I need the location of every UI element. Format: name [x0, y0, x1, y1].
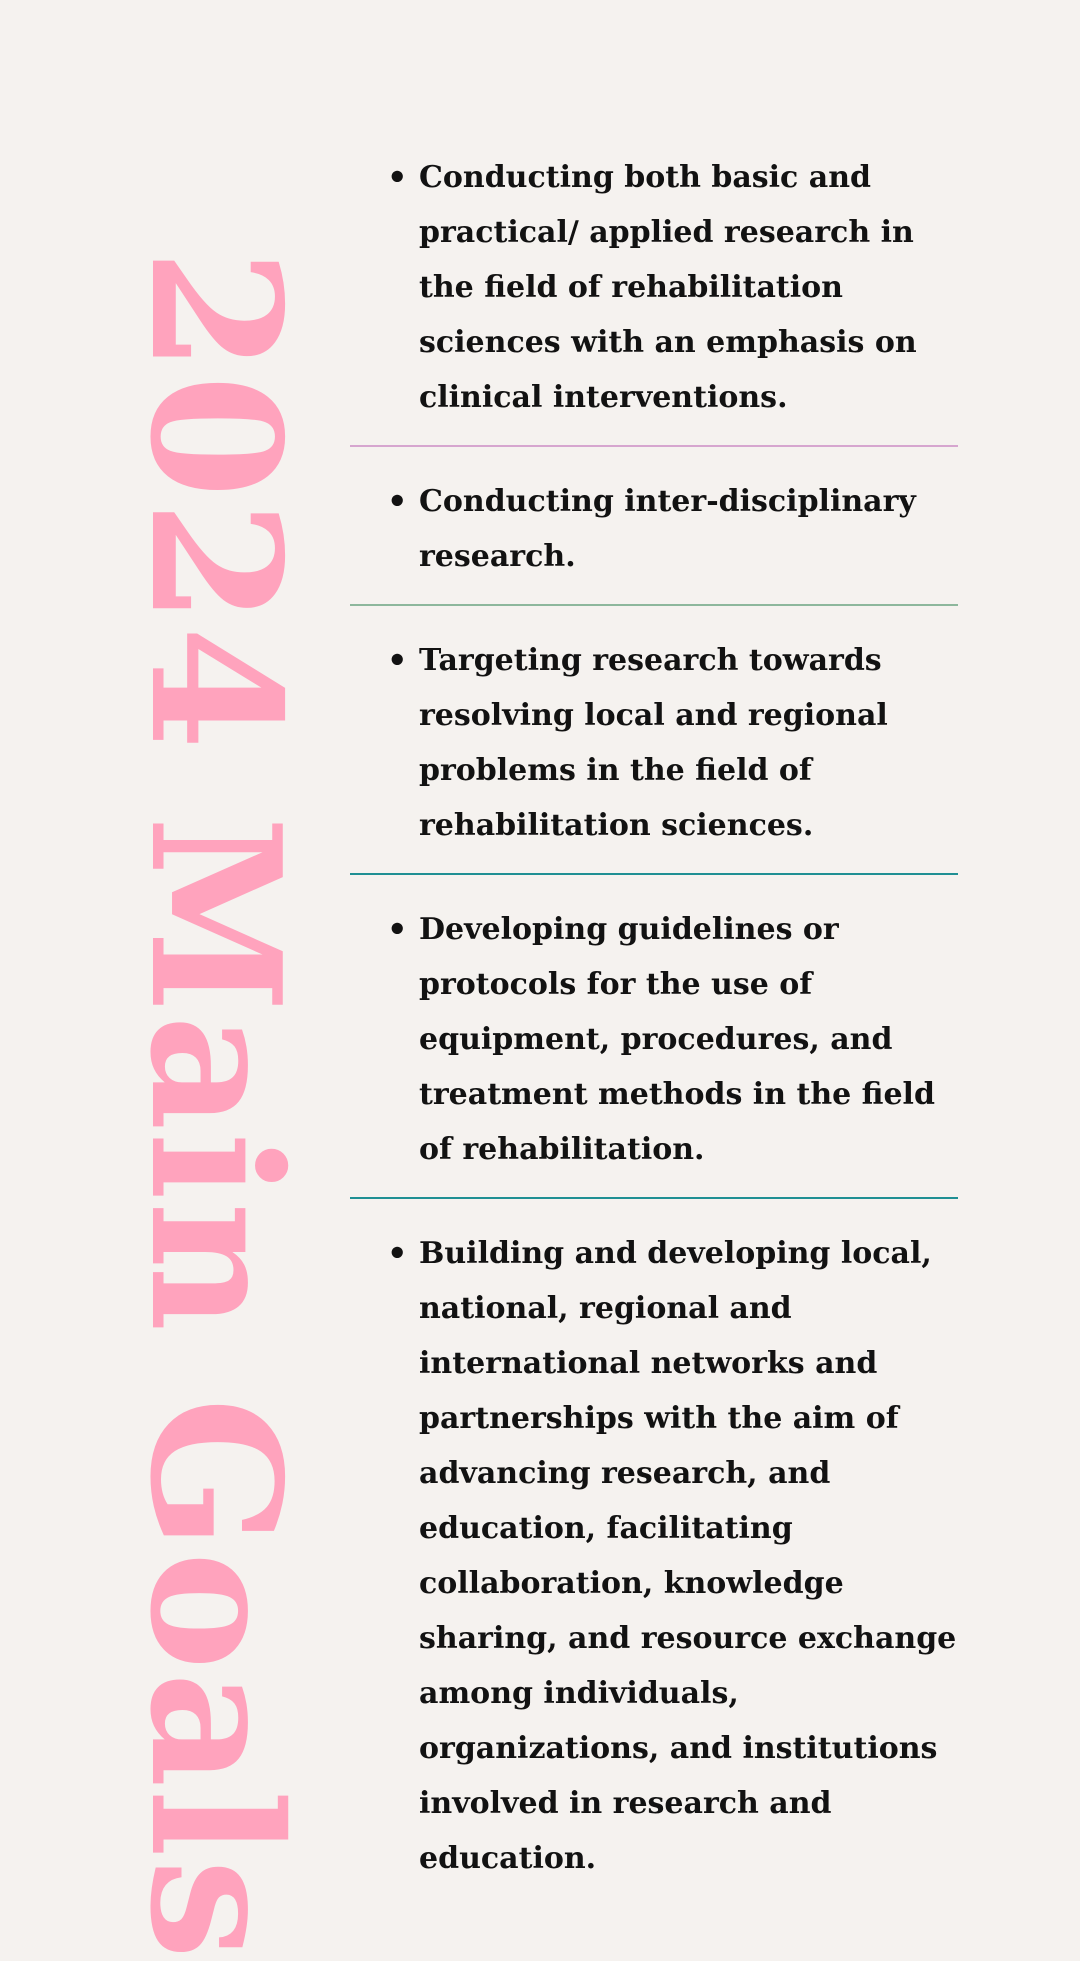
divider-3 [350, 873, 958, 875]
goal-item-3: • Targeting research towards resolving local and regional problems in the field of rehabilitation sciences. [350, 633, 958, 853]
goal-item-5: • Building and developing local, national, regional and international networks and partnerships with the aim of advancing research, and education, facilitating collaboration, knowledge sharing, and resource exchange among individuals, organizations, and institutions involved in research and education. [350, 1226, 958, 1886]
divider-4 [350, 1197, 958, 1199]
divider-2 [350, 604, 958, 606]
goals-list [350, 150, 958, 1886]
goal-item-1: • Conducting both basic and practical/ applied research in the field of rehabilitation sciences with an emphasis on clinical interventions. [350, 150, 958, 425]
goal-item-2: • Conducting inter-disciplinary research. [350, 474, 958, 584]
divider-1 [350, 445, 958, 447]
goal-item-4: • Developing guidelines or protocols for the use of equipment, procedures, and treatment methods in the field of rehabilitation. [350, 902, 958, 1177]
page-title: 2024 Main Goals [111, 248, 320, 1961]
